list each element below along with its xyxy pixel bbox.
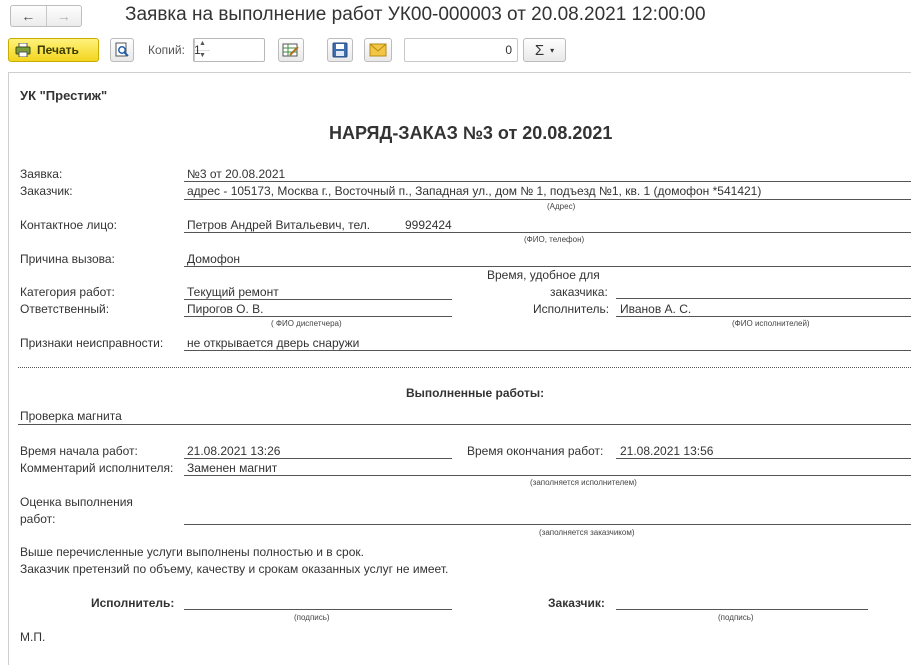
navigation-buttons <box>10 5 82 27</box>
spin-up-icon[interactable]: ▲ <box>199 40 206 47</box>
preview-button[interactable] <box>110 38 134 62</box>
end-time-value: 21.08.2021 13:56 <box>620 444 714 458</box>
convenient-time-underline <box>616 298 911 299</box>
works-item: Проверка магнита <box>20 409 122 423</box>
comment-underline <box>184 475 911 476</box>
rating-underline <box>184 524 911 525</box>
copies-stepper[interactable] <box>193 38 265 62</box>
start-time-underline <box>184 458 452 459</box>
executor-underline <box>616 316 911 317</box>
reason-label: Причина вызова: <box>20 252 115 266</box>
organization-name: УК "Престиж" <box>20 88 108 103</box>
comment-hint: (заполняется исполнителем) <box>530 478 637 487</box>
request-value: №3 от 20.08.2021 <box>187 167 286 181</box>
reason-underline <box>184 266 911 267</box>
edit-document-button[interactable] <box>278 38 304 62</box>
responsible-value: Пирогов О. В. <box>187 302 264 316</box>
contact-phone: 9992424 <box>405 218 452 232</box>
executor-hint: (ФИО исполнителей) <box>732 319 810 328</box>
contact-label: Контактное лицо: <box>20 218 117 232</box>
arrow-left-icon: ← <box>21 8 36 24</box>
category-underline <box>184 299 452 300</box>
printer-icon <box>15 43 31 57</box>
sigma-icon: Σ <box>534 41 545 59</box>
customer-value: адрес - 105173, Москва г., Восточный п., Западная ул., дом № 1, подъезд №1, кв. 1 (домофон *541421) <box>187 184 762 198</box>
toolbar <box>0 36 911 66</box>
customer-underline <box>184 199 911 200</box>
save-button[interactable] <box>327 38 353 62</box>
rating-label-line-1: Оценка выполнения <box>20 495 133 509</box>
closing-line-1: Выше перечисленные услуги выполнены полностью и в срок. <box>20 545 364 559</box>
symptoms-value: не открывается дверь снаружи <box>187 336 360 350</box>
floppy-disk-icon <box>332 42 348 58</box>
executor-label: Исполнитель: <box>533 302 610 316</box>
rating-hint: (заполняется заказчиком) <box>539 528 635 537</box>
contact-underline <box>184 232 911 233</box>
chevron-down-icon: ▾ <box>550 45 555 55</box>
start-time-value: 21.08.2021 13:26 <box>187 444 281 458</box>
contact-hint: (ФИО, телефон) <box>524 235 585 244</box>
executor-signature-label: Исполнитель: <box>91 596 175 610</box>
back-button[interactable] <box>11 6 46 26</box>
executor-value: Иванов А. С. <box>620 302 692 316</box>
responsible-label: Ответственный: <box>20 302 110 316</box>
customer-signature-hint: (подпись) <box>718 613 754 622</box>
forward-button[interactable] <box>46 6 82 26</box>
stamp-place: М.П. <box>20 630 46 644</box>
document-frame <box>8 72 911 665</box>
works-heading: Выполненные работы: <box>406 386 545 400</box>
category-label: Категория работ: <box>20 285 115 299</box>
symptoms-label: Признаки неисправности: <box>20 336 164 350</box>
magnifier-page-icon <box>114 42 130 58</box>
executor-signature-hint: (подпись) <box>294 613 330 622</box>
convenient-time-label-1: Время, удобное для <box>487 268 600 282</box>
responsible-hint: ( ФИО диспетчера) <box>271 319 342 328</box>
contact-value: Петров Андрей Витальевич, тел. <box>187 218 371 232</box>
customer-signature-label: Заказчик: <box>548 596 605 610</box>
closing-line-2: Заказчик претензий по объему, качеству и срокам оказанных услуг не имеет. <box>20 562 449 576</box>
sum-field: 0 <box>404 38 518 62</box>
send-email-button[interactable] <box>364 38 392 62</box>
rating-label-line-2: работ: <box>20 512 56 526</box>
comment-label: Комментарий исполнителя: <box>20 461 174 475</box>
start-time-label: Время начала работ: <box>20 444 138 458</box>
end-time-label: Время окончания работ: <box>467 444 604 458</box>
reason-value: Домофон <box>187 252 241 266</box>
title-bar <box>0 0 911 32</box>
request-label: Заявка: <box>20 167 63 181</box>
request-underline <box>184 181 911 182</box>
print-button[interactable] <box>8 38 99 62</box>
window-title: Заявка на выполнение работ УК00-000003 от 20.08.2021 12:00:00 <box>125 4 706 25</box>
arrow-right-icon: → <box>56 8 71 24</box>
sum-button[interactable] <box>523 38 566 62</box>
executor-signature-line <box>184 609 452 610</box>
category-value: Текущий ремонт <box>187 285 279 299</box>
comment-value: Заменен магнит <box>187 461 278 475</box>
responsible-underline <box>184 316 452 317</box>
convenient-time-label-2: заказчика: <box>550 285 608 299</box>
spin-down-icon[interactable]: ▼ <box>195 50 210 62</box>
edit-table-icon <box>282 42 300 58</box>
envelope-icon <box>369 43 387 57</box>
document-title: НАРЯД-ЗАКАЗ №3 от 20.08.2021 <box>329 123 613 143</box>
works-item-underline <box>18 424 911 425</box>
copies-input[interactable]: 1 <box>194 43 201 57</box>
print-button-label: Печать <box>37 43 79 57</box>
copies-label: Копий: <box>148 43 185 57</box>
end-time-underline <box>616 458 911 459</box>
section-divider <box>18 367 911 368</box>
customer-label: Заказчик: <box>20 184 73 198</box>
customer-hint: (Адрес) <box>547 202 576 211</box>
customer-signature-line <box>616 609 868 610</box>
symptoms-underline <box>184 350 911 351</box>
